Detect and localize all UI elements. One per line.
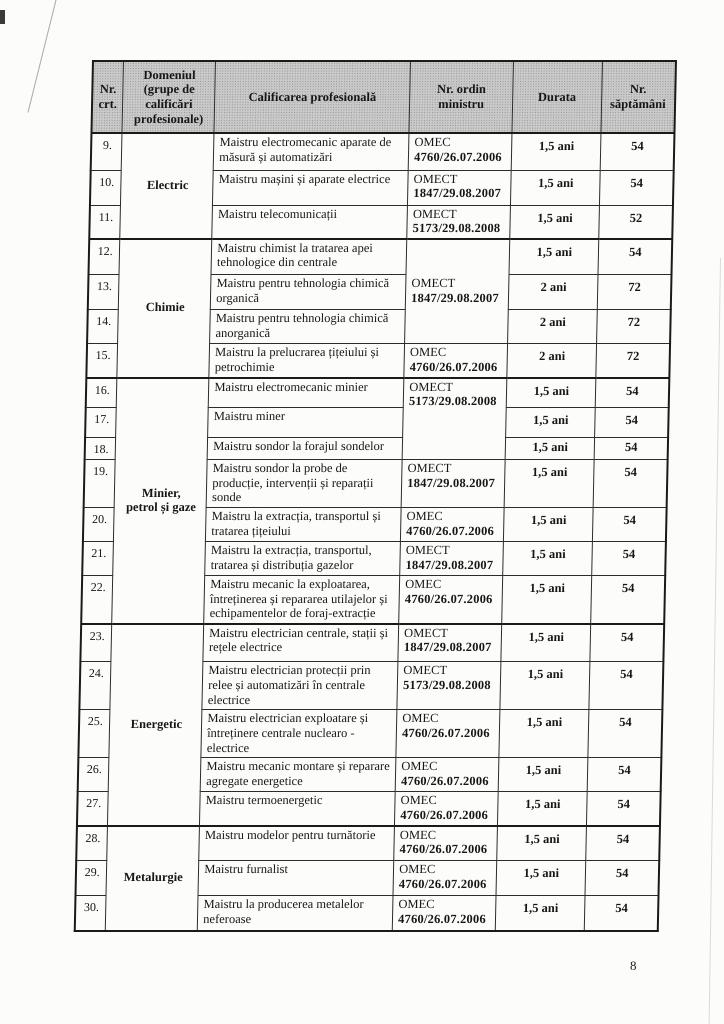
qualification-cell: Maistru modelor pentru turnătorie bbox=[199, 826, 395, 861]
qualification-cell: Maistru sondor la forajul sondelor bbox=[207, 438, 402, 460]
duration-cell: 2 ani bbox=[508, 310, 597, 344]
row-number-cell: 15. bbox=[86, 344, 118, 378]
duration-cell: 1,5 ani bbox=[499, 710, 589, 758]
weeks-cell: 54 bbox=[586, 792, 661, 826]
duration-cell: 1,5 ani bbox=[498, 758, 587, 792]
qualification-cell: Maistru electromecanic aparate de măsură și automatizări bbox=[213, 133, 409, 170]
order-authority: OMEC bbox=[405, 576, 442, 591]
order-number: 4760/26.07.2006 bbox=[404, 591, 493, 606]
row-number-cell: 18. bbox=[85, 438, 116, 460]
table-container bbox=[74, 60, 677, 932]
row-number-cell: 30. bbox=[75, 896, 107, 931]
order-authority: OMEC bbox=[406, 508, 443, 523]
order-number: 4760/26.07.2006 bbox=[397, 911, 487, 926]
row-number-cell: 10. bbox=[90, 170, 122, 205]
ministerial-order-cell bbox=[408, 170, 512, 205]
row-number-cell: 17. bbox=[85, 408, 117, 438]
order-authority: OMECT bbox=[412, 206, 457, 221]
duration-cell: 1,5 ani bbox=[495, 896, 584, 931]
order-number: 5173/29.08.2008 bbox=[412, 221, 501, 236]
duration-cell: 2 ani bbox=[507, 344, 596, 378]
order-number: 4760/26.07.2006 bbox=[400, 807, 489, 822]
ministerial-order-cell bbox=[392, 896, 496, 931]
weeks-cell: 54 bbox=[593, 460, 668, 508]
order-authority: OMECT bbox=[411, 276, 456, 291]
row-number-cell: 29. bbox=[75, 861, 107, 896]
weeks-cell: 54 bbox=[598, 239, 673, 275]
order-number: 1847/29.08.2007 bbox=[410, 291, 500, 305]
ministerial-order-cell bbox=[399, 575, 503, 623]
row-number-cell: 16. bbox=[86, 378, 118, 408]
domain-cell: Chimie bbox=[117, 239, 212, 378]
duration-cell: 1,5 ani bbox=[497, 826, 586, 861]
order-number: 5173/29.08.2008 bbox=[402, 677, 491, 692]
qualification-cell: Maistru electrician centrale, stații și rețele electrice bbox=[203, 624, 399, 662]
duration-cell: 1,5 ani bbox=[506, 408, 595, 438]
duration-cell: 1,5 ani bbox=[505, 438, 594, 460]
weeks-cell: 54 bbox=[584, 896, 659, 931]
weeks-cell: 54 bbox=[585, 826, 660, 861]
weeks-cell: 54 bbox=[599, 170, 674, 205]
weeks-cell: 54 bbox=[591, 541, 666, 575]
order-number: 4760/26.07.2006 bbox=[409, 359, 498, 374]
weeks-cell: 54 bbox=[595, 378, 670, 408]
row-number-cell: 13. bbox=[88, 275, 120, 310]
order-authority: OMEC bbox=[401, 759, 438, 774]
duration-cell: 1,5 ani bbox=[502, 575, 592, 623]
order-authority: OMEC bbox=[400, 793, 437, 808]
order-authority: OMEC bbox=[414, 135, 451, 149]
duration-cell: 1,5 ani bbox=[504, 460, 594, 508]
order-number: 4760/26.07.2006 bbox=[398, 876, 487, 891]
order-authority: OMECT bbox=[403, 663, 448, 678]
qualification-cell: Maistru la prelucrarea țițeiului și petrochimie bbox=[209, 344, 405, 378]
qualification-cell: Maistru pentru tehnologia chimică organică bbox=[211, 275, 407, 310]
order-authority: OMECT bbox=[409, 379, 454, 394]
ministerial-order-cell bbox=[397, 662, 501, 710]
row-number-cell: 22. bbox=[81, 575, 113, 623]
ministerial-order-cell bbox=[404, 344, 508, 378]
order-number: 1847/29.08.2007 bbox=[405, 557, 494, 572]
qualification-cell: Maistru termoenergetic bbox=[200, 792, 396, 826]
row-number-cell: 9. bbox=[91, 133, 123, 170]
row-number-cell: 20. bbox=[83, 507, 115, 541]
qualification-cell: Maistru pentru tehnologia chimică anorganică bbox=[210, 310, 406, 344]
weeks-cell: 54 bbox=[585, 861, 660, 896]
domain-cell: Minier, petrol și gaze bbox=[112, 378, 209, 624]
domain-cell: Electric bbox=[120, 133, 214, 239]
row-number-cell: 25. bbox=[78, 710, 110, 758]
table-row bbox=[86, 378, 670, 408]
scan-scratch-line bbox=[27, 0, 57, 113]
row-number-cell: 28. bbox=[76, 826, 108, 861]
duration-cell: 1,5 ani bbox=[511, 170, 600, 205]
col-header-duration: Durata bbox=[512, 61, 602, 133]
ministerial-order-cell bbox=[394, 826, 498, 861]
order-authority: OMECT bbox=[403, 625, 449, 640]
duration-cell: 1,5 ani bbox=[510, 205, 599, 239]
order-number: 4760/26.07.2006 bbox=[399, 842, 488, 857]
qualification-cell: Maistru la extracția, transportul, tratarea și distribuția gazelor bbox=[205, 541, 401, 575]
weeks-cell: 54 bbox=[592, 507, 667, 541]
row-number-cell: 27. bbox=[77, 792, 109, 826]
qualification-cell: Maistru chimist la tratarea apei tehnologice din centrale bbox=[211, 239, 407, 275]
ministerial-order-cell bbox=[396, 710, 500, 758]
col-header-order: Nr. ordin ministru bbox=[409, 61, 513, 133]
order-authority: OMECT bbox=[413, 171, 458, 186]
duration-cell: 1,5 ani bbox=[503, 507, 592, 541]
order-authority: OMEC bbox=[399, 862, 436, 876]
ministerial-order-cell bbox=[401, 507, 505, 541]
order-number: 5173/29.08.2008 bbox=[408, 394, 497, 409]
ministerial-order-cell bbox=[395, 758, 499, 792]
ministerial-order-cell bbox=[401, 460, 505, 508]
qualification-cell: Maistru mecanic montare și reparare agregate energetice bbox=[200, 758, 396, 792]
qualification-cell: Maistru electrician exploatare și întreținere centrale nuclearo - electrice bbox=[201, 710, 397, 758]
ministerial-order-cell bbox=[393, 861, 497, 896]
duration-cell: 1,5 ani bbox=[501, 624, 590, 662]
qualification-cell: Maistru electromecanic minier bbox=[208, 378, 404, 408]
duration-cell: 2 ani bbox=[508, 275, 597, 310]
header-row bbox=[91, 61, 676, 133]
domain-cell: Metalurgie bbox=[106, 826, 200, 931]
duration-cell: 1,5 ani bbox=[503, 541, 592, 575]
order-authority: OMEC bbox=[402, 711, 439, 726]
col-header-nr-crt: Nr. crt. bbox=[91, 61, 123, 133]
order-authority: OMECT bbox=[405, 542, 450, 557]
domain-cell: Energetic bbox=[108, 624, 204, 826]
order-number: 4760/26.07.2006 bbox=[413, 149, 502, 164]
duration-cell: 1,5 ani bbox=[506, 378, 595, 408]
row-number-cell: 12. bbox=[89, 239, 121, 275]
weeks-cell: 54 bbox=[588, 662, 663, 710]
order-number: 4760/26.07.2006 bbox=[400, 773, 489, 788]
ministerial-order-cell bbox=[400, 541, 504, 575]
weeks-cell: 72 bbox=[596, 310, 671, 344]
qualifications-table bbox=[74, 60, 677, 932]
weeks-cell: 54 bbox=[590, 575, 665, 623]
duration-cell: 1,5 ani bbox=[496, 861, 585, 896]
order-number: 1847/29.08.2007 bbox=[413, 186, 502, 201]
duration-cell: 1,5 ani bbox=[498, 792, 587, 826]
page-number: 8 bbox=[630, 958, 637, 973]
ministerial-order-cell bbox=[408, 133, 512, 170]
qualification-cell: Maistru furnalist bbox=[198, 861, 394, 896]
row-number-cell: 26. bbox=[78, 758, 110, 792]
col-header-weeks: Nr. săptămâni bbox=[601, 61, 676, 133]
weeks-cell: 54 bbox=[587, 710, 662, 758]
row-number-cell: 21. bbox=[82, 541, 114, 575]
row-number-cell: 23. bbox=[80, 624, 112, 662]
weeks-cell: 54 bbox=[600, 133, 675, 170]
duration-cell: 1,5 ani bbox=[509, 239, 598, 275]
col-header-qualification: Calificarea profesională bbox=[214, 61, 410, 133]
qualification-cell: Maistru miner bbox=[208, 408, 404, 438]
order-number: 4760/26.07.2006 bbox=[406, 523, 495, 538]
ministerial-order-cell bbox=[407, 205, 511, 239]
ministerial-order-cell bbox=[395, 792, 499, 826]
qualification-cell: Maistru electrician protecții prin relee și automatizări în centrale electrice bbox=[202, 662, 398, 710]
row-number-cell: 19. bbox=[84, 460, 116, 508]
duration-cell: 1,5 ani bbox=[500, 662, 590, 710]
order-number: 1847/29.08.2007 bbox=[403, 640, 492, 655]
order-number: 1847/29.08.2007 bbox=[407, 475, 496, 490]
table-row bbox=[91, 133, 675, 170]
weeks-cell: 54 bbox=[589, 624, 664, 662]
table-row bbox=[89, 239, 673, 275]
ministerial-order-cell bbox=[398, 624, 502, 662]
col-header-domain: Domeniul (grupe de calificări profesionale) bbox=[122, 61, 215, 133]
table-row bbox=[76, 826, 660, 861]
order-authority: OMECT bbox=[407, 461, 452, 475]
table-row bbox=[80, 624, 664, 662]
weeks-cell: 72 bbox=[597, 275, 672, 310]
qualification-cell: Maistru mecanic la exploatarea, întreținerea și repararea utilajelor și echipamentelor de foraj-extracție bbox=[204, 575, 400, 623]
qualification-cell: Maistru mașini și aparate electrice bbox=[213, 170, 409, 205]
scan-edge-line bbox=[709, 258, 722, 1024]
qualification-cell: Maistru la producerea metalelor neferoase bbox=[198, 896, 394, 931]
ministerial-order-cell bbox=[405, 239, 510, 344]
row-number-cell: 11. bbox=[89, 205, 121, 239]
row-number-cell: 14. bbox=[87, 310, 119, 344]
weeks-cell: 54 bbox=[594, 438, 668, 460]
order-number: 4760/26.07.2006 bbox=[401, 725, 490, 740]
weeks-cell: 54 bbox=[587, 758, 662, 792]
order-authority: OMEC bbox=[398, 897, 435, 911]
qualification-cell: Maistru telecomunicații bbox=[212, 205, 408, 239]
weeks-cell: 72 bbox=[595, 344, 670, 378]
duration-cell: 1,5 ani bbox=[511, 133, 600, 170]
qualification-cell: Maistru sondor la probe de producție, intervenții și reparații sonde bbox=[206, 460, 402, 508]
weeks-cell: 52 bbox=[598, 205, 673, 239]
ministerial-order-cell bbox=[402, 378, 507, 460]
scan-edge-mark bbox=[0, 10, 5, 24]
order-authority: OMEC bbox=[409, 345, 447, 360]
qualification-cell: Maistru la extracția, transportul și tratarea țițeiului bbox=[206, 507, 402, 541]
order-authority: OMEC bbox=[399, 827, 437, 842]
row-number-cell: 24. bbox=[79, 662, 111, 710]
weeks-cell: 54 bbox=[594, 408, 669, 438]
